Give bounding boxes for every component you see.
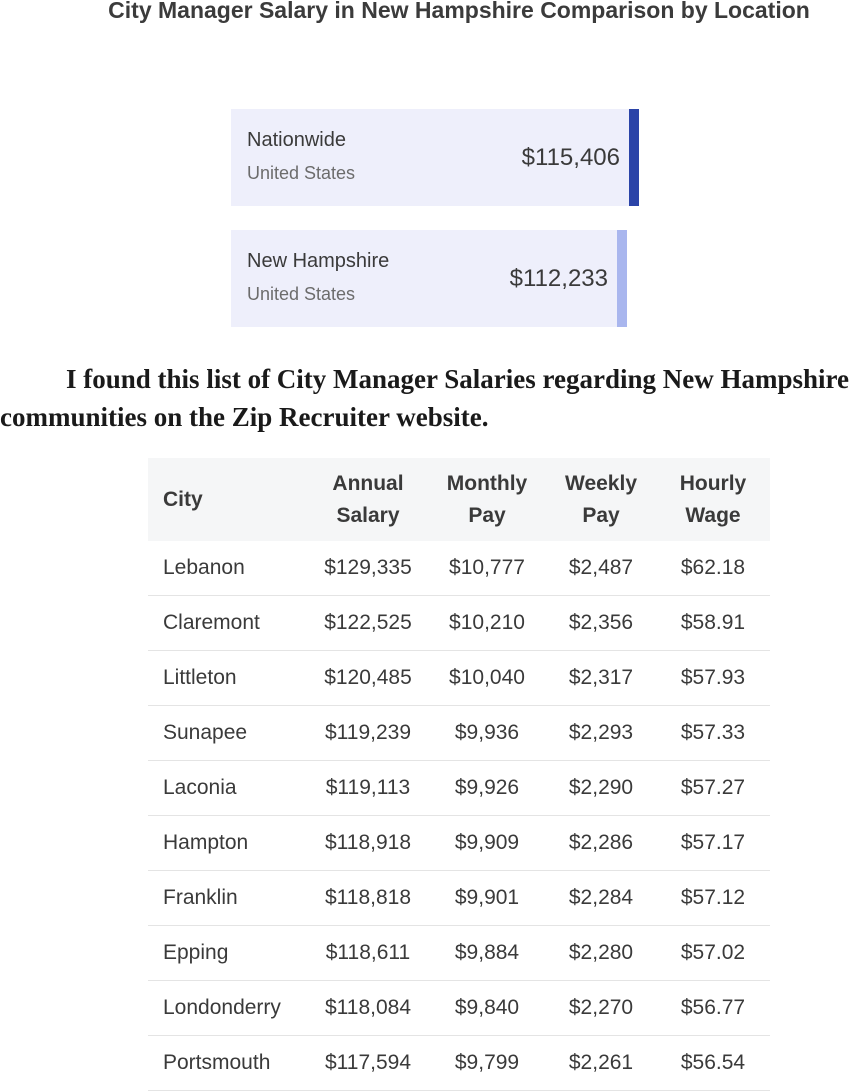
hourly-wage-cell: $57.17 <box>656 816 770 871</box>
table-row <box>148 1036 770 1091</box>
hourly-wage-cell: $57.02 <box>656 926 770 981</box>
annual-salary-cell: $117,594 <box>308 1036 428 1091</box>
city-cell: Epping <box>148 926 308 981</box>
table-row <box>148 981 770 1036</box>
city-cell: Hampton <box>148 816 308 871</box>
weekly-pay-cell: $2,487 <box>546 541 656 596</box>
annual-salary-cell: $119,113 <box>308 761 428 816</box>
column-header-annual-salary: Annual Salary <box>332 471 404 527</box>
monthly-pay-cell: $10,210 <box>428 596 546 651</box>
location-salary: $112,233 <box>509 265 608 292</box>
hourly-wage-cell: $57.93 <box>656 651 770 706</box>
hourly-wage-cell: $56.77 <box>656 981 770 1036</box>
weekly-pay-cell: $2,280 <box>546 926 656 981</box>
location-salary: $115,406 <box>521 144 620 171</box>
city-cell: Sunapee <box>148 706 308 761</box>
location-subtitle: United States <box>247 163 356 183</box>
location-name: New Hampshire <box>247 250 390 272</box>
table-row <box>148 761 770 816</box>
location-card-new-hampshire <box>231 230 627 327</box>
hourly-wage-cell: $57.12 <box>656 871 770 926</box>
monthly-pay-cell: $9,901 <box>428 871 546 926</box>
column-header-city: City <box>163 487 203 511</box>
table-row <box>148 871 770 926</box>
weekly-pay-cell: $2,270 <box>546 981 656 1036</box>
salary-bar <box>617 230 627 327</box>
annual-salary-cell: $122,525 <box>308 596 428 651</box>
monthly-pay-cell: $9,884 <box>428 926 546 981</box>
annual-salary-cell: $118,918 <box>308 816 428 871</box>
table-row <box>148 596 770 651</box>
location-subtitle: United States <box>247 284 356 304</box>
monthly-pay-cell: $10,040 <box>428 651 546 706</box>
hourly-wage-cell: $57.33 <box>656 706 770 761</box>
monthly-pay-cell: $10,777 <box>428 541 546 596</box>
city-cell: Claremont <box>148 596 308 651</box>
city-cell: Laconia <box>148 761 308 816</box>
weekly-pay-cell: $2,290 <box>546 761 656 816</box>
annual-salary-cell: $118,818 <box>308 871 428 926</box>
monthly-pay-cell: $9,799 <box>428 1036 546 1091</box>
table-header-row <box>148 458 770 541</box>
hourly-wage-cell: $56.54 <box>656 1036 770 1091</box>
table-row <box>148 816 770 871</box>
city-cell: Lebanon <box>148 541 308 596</box>
city-cell: Franklin <box>148 871 308 926</box>
location-name: Nationwide <box>247 129 346 151</box>
table-row <box>148 706 770 761</box>
annual-salary-cell: $118,611 <box>308 926 428 981</box>
annual-salary-cell: $119,239 <box>308 706 428 761</box>
annual-salary-cell: $129,335 <box>308 541 428 596</box>
hourly-wage-cell: $58.91 <box>656 596 770 651</box>
weekly-pay-cell: $2,284 <box>546 871 656 926</box>
column-header-hourly-wage: Hourly Wage <box>679 471 747 527</box>
weekly-pay-cell: $2,317 <box>546 651 656 706</box>
table-row <box>148 541 770 596</box>
annual-salary-cell: $118,084 <box>308 981 428 1036</box>
weekly-pay-cell: $2,356 <box>546 596 656 651</box>
column-header-monthly-pay: Monthly Pay <box>446 471 528 527</box>
city-cell: Londonderry <box>148 981 308 1036</box>
table-row <box>148 651 770 706</box>
monthly-pay-cell: $9,840 <box>428 981 546 1036</box>
table-row <box>148 926 770 981</box>
weekly-pay-cell: $2,286 <box>546 816 656 871</box>
location-card-nationwide <box>231 109 639 206</box>
salary-bar <box>629 109 639 206</box>
column-header-weekly-pay: Weekly Pay <box>565 471 637 527</box>
weekly-pay-cell: $2,261 <box>546 1036 656 1091</box>
city-cell: Portsmouth <box>148 1036 308 1091</box>
annual-salary-cell: $120,485 <box>308 651 428 706</box>
monthly-pay-cell: $9,936 <box>428 706 546 761</box>
table-body <box>148 541 770 1091</box>
source-note: I found this list of City Manager Salaries regarding New Hampshire communities on the Zip Recruiter website. <box>0 364 850 432</box>
weekly-pay-cell: $2,293 <box>546 706 656 761</box>
hourly-wage-cell: $62.18 <box>656 541 770 596</box>
hourly-wage-cell: $57.27 <box>656 761 770 816</box>
salary-table <box>148 458 770 1091</box>
comparison-title: City Manager Salary in New Hampshire Comparison by Location <box>108 0 810 23</box>
city-cell: Littleton <box>148 651 308 706</box>
monthly-pay-cell: $9,909 <box>428 816 546 871</box>
monthly-pay-cell: $9,926 <box>428 761 546 816</box>
